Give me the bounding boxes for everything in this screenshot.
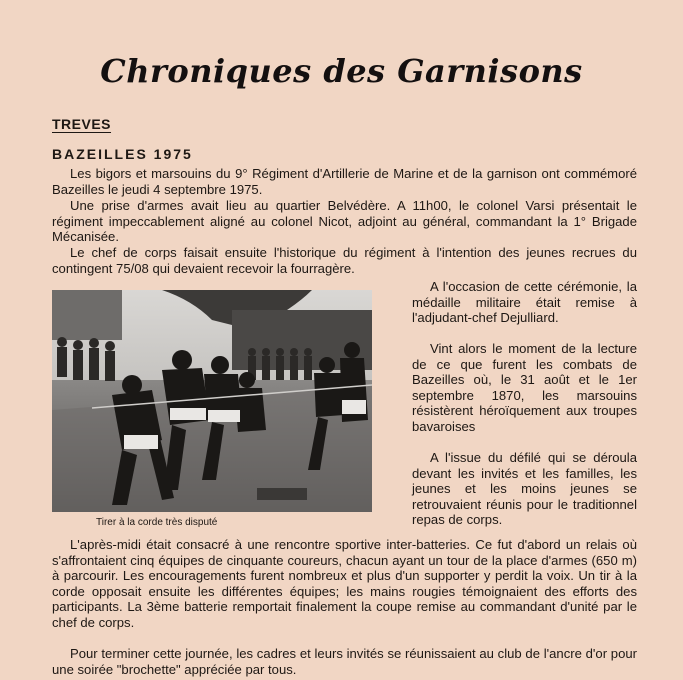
paragraph-soiree: Pour terminer cette journée, les cadres et leurs invités se réunissaient au club de l'ancre d'or pour une soirée "brochette" appréciée par tous. xyxy=(52,646,637,677)
section-heading: TREVES xyxy=(52,116,112,132)
paragraph-intro: Les bigors et marsouins du 9° Régiment d'Artillerie de Marine et de la garnison ont commémoré Bazeilles le jeudi 4 septembre 1975. xyxy=(52,166,637,197)
photo-illustration xyxy=(52,290,372,512)
paragraph-prise-d-armes: Une prise d'armes avait lieu au quartier Belvédère. A 11h00, le colonel Varsi présentait le régiment impeccablement aligné au colonel Nicot, adjoint au général, commandant la 1° Brigade Mécanisée. xyxy=(52,198,637,245)
tug-of-war-photo xyxy=(52,290,372,512)
column-paragraph-combats: Vint alors le moment de la lecture de ce que furent les combats de Bazeilles où, le 31 août et le 1er septembre 1870, les marsouins résistèrent héroïquement aux troupes bavaroises xyxy=(412,341,637,434)
column-paragraph-medaille: A l'occasion de cette cérémonie, la médaille militaire était remise à l'adjudant-chef Dejulliard. xyxy=(412,279,637,326)
article-heading: BAZEILLES 1975 xyxy=(52,146,193,162)
paragraph-apres-midi: L'après-midi était consacré à une rencontre sportive inter-batteries. Ce fut d'abord un relais où s'affrontaient cinq équipes de cinquante coureurs, chacun ayant un tour de la place d'armes (650 m) à parcourir. Les encouragements furent nombreux et plus d'un supporter y perdit la voix. Un tir à la corde opposait ensuite les différentes équipes; les mains rougies témoignaient des efforts des participants. La 3ème batterie remportait finalement la coupe remise au commandant d'unité par le chef de corps. xyxy=(52,537,637,630)
page-title: Chroniques des Garnisons xyxy=(100,52,583,90)
paragraph-historique: Le chef de corps faisait ensuite l'historique du régiment à l'intention des jeunes recrues du contingent 75/08 qui devaient recevoir la fourragère. xyxy=(52,245,637,276)
photo-caption: Tirer à la corde très disputé xyxy=(96,517,218,528)
column-paragraph-defile: A l'issue du défilé qui se déroula devant les invités et les familles, les jeunes et les moins jeunes se retrouvaient réunis pour le traditionnel repas de corps. xyxy=(412,450,637,528)
